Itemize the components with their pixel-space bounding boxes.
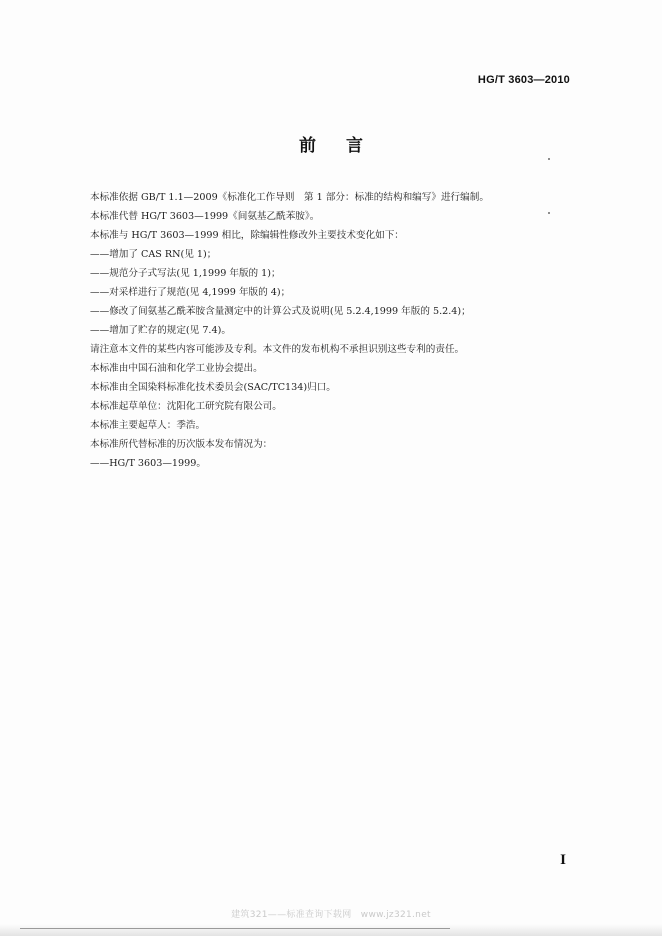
body-line: 本标准依据 GB/T 1.1—2009《标准化工作导则 第 1 部分：标准的结构和编写》进行编制。	[90, 192, 489, 203]
body-line: ——HG/T 3603—1999。	[90, 458, 206, 469]
foreword-body	[90, 188, 570, 473]
body-line: ——修改了间氨基乙酰苯胺含量测定中的计算公式及说明(见 5.2.4,1999 年版的 5.2.4)；	[90, 306, 471, 317]
page-number: I	[560, 852, 566, 868]
body-line: ——增加了贮存的规定(见 7.4)。	[90, 325, 231, 336]
body-line: 本标准所代替标准的历次版本发布情况为：	[90, 439, 273, 450]
scan-edge-line	[20, 928, 450, 929]
scan-edge-shadow	[0, 924, 662, 936]
body-line: 本标准由中国石油和化学工业协会提出。	[90, 363, 263, 374]
body-line: ——对采样进行了规范(见 4,1999 年版的 4)；	[90, 287, 291, 298]
watermark: 建筑321——标准查询下载网 www.jz321.net	[231, 910, 431, 920]
scan-speck	[548, 158, 550, 160]
body-line: 本标准主要起草人：季浩。	[90, 420, 206, 431]
body-line: 请注意本文件的某些内容可能涉及专利。本文件的发布机构不承担识别这些专利的责任。	[90, 344, 465, 355]
body-line: ——增加了 CAS RN(见 1)；	[90, 249, 217, 260]
body-line: 本标准起草单位：沈阳化工研究院有限公司。	[90, 401, 282, 412]
body-line: 本标准与 HG/T 3603—1999 相比，除编辑性修改外主要技术变化如下：	[90, 230, 404, 241]
body-line: 本标准代替 HG/T 3603—1999《间氨基乙酰苯胺》。	[90, 211, 320, 222]
body-line: ——规范分子式写法(见 1,1999 年版的 1)；	[90, 268, 281, 279]
scan-speck	[548, 212, 550, 214]
page-title: 前言	[299, 136, 393, 156]
body-line: 本标准由全国染料标准化技术委员会(SAC/TC134)归口。	[90, 382, 336, 393]
standard-number: HG/T 3603—2010	[477, 74, 570, 86]
